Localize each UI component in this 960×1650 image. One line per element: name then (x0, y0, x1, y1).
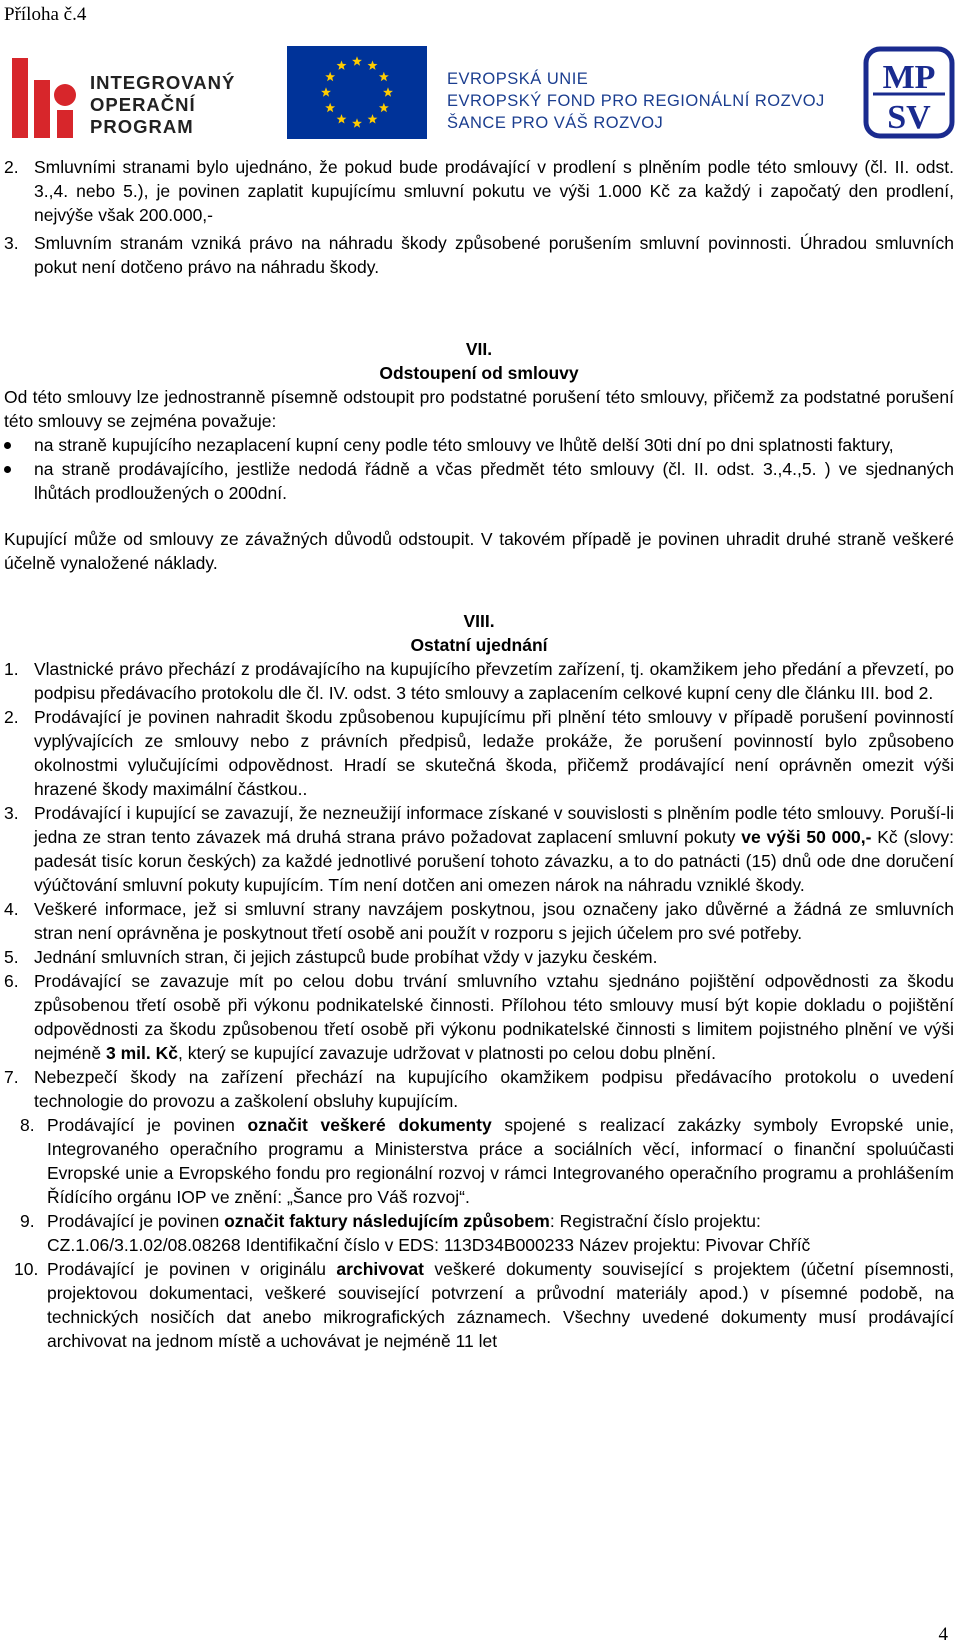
mpsv-logo-icon (863, 46, 955, 139)
iop-line: INTEGROVANÝ (90, 72, 236, 93)
clause-text: Prodávající i kupující se zavazují, že nezneužijí informace získané v souvislosti s plněním podle této smlouvy. Poruší-li jedna ze stran tento závazek má druhá strana právo požadovat zaplacení smluvní pokuty (34, 803, 954, 847)
iop-line: PROGRAM (90, 116, 194, 137)
bullet-text: na straně kupujícího nezaplacení kupní ceny podle této smlouvy ve lhůtě delší 30ti dní po dni splatnosti faktury, (34, 435, 894, 455)
document-body (4, 155, 954, 1353)
section-7-intro: Od této smlouvy lze jednostranně písemně odstoupit pro podstatné porušení této smlouvy, přičemž za podstatné porušení této smlouvy se zejména považuje: (4, 387, 954, 431)
eu-star-icon (383, 87, 393, 96)
clause-text: Prodávající se zavazuje mít po celou dobu trvání smluvního vztahu sjednáno pojištění odpovědnosti za škodu způsobenou třetí osobě při výkonu podnikatelské činnosti. Přílohou této smlouvy musí být kopie dokladu o pojištění odpovědnosti za škodu způsobenou třetí osobě při výkonu podnikatelské činnosti s limitem pojistného plnění ve výši nejméně (34, 971, 954, 1063)
clause-number: 10. (14, 1259, 39, 1279)
eu-flag-icon (287, 46, 427, 139)
clause-text: Vlastnické právo přechází z prodávajícího na kupujícího převzetím zařízení, tj. okamžikem jeho předání a převzetí, po podpisu předávacího protokolu dle čl. IV. odst. 3 této smlouvy a zaplacením celkové kupní ceny dle článku III. bod 2. (34, 659, 954, 703)
clause-text: Veškeré informace, jež si smluvní strany navzájem poskytnou, jsou označeny jako důvěrné a žádná ze smluvních stran není oprávněna je poskytnout třetí osobě ani použít v rozporu s jejich účelem pro své potřeby. (34, 899, 954, 943)
clause-8-2 (4, 705, 954, 801)
clause-emphasis: archivovat (336, 1259, 424, 1279)
clause-8-5 (4, 945, 954, 969)
eu-star-icon (337, 60, 347, 69)
clause-text: Prodávající je povinen v originálu (47, 1259, 337, 1279)
iop-line: OPERAČNÍ (90, 94, 196, 115)
bullet-icon (4, 466, 11, 473)
clause-number: 6. (4, 971, 19, 991)
eu-star-icon (337, 114, 347, 123)
clause-8-3 (4, 801, 954, 897)
clause-number: 5. (4, 947, 19, 967)
eu-star-icon (325, 103, 335, 112)
eu-star-icon (352, 56, 362, 65)
clause-text: spojené s realizací zakázky symboly Evropské unie, Integrovaného operačního programu a Ministerstva práce a sociálních věcí, informací o finanční spoluúčasti Evropské unie a Evropského fondu pro regionální rozvoj v rámci Integrovaného operačního programu a prohlášením Řídícího orgánu IOP ve znění: „Šance pro Váš rozvoj“. (47, 1115, 954, 1207)
eu-line: EVROPSKÁ UNIE (447, 70, 589, 88)
clause-number: 4. (4, 899, 19, 919)
eu-star-icon (379, 72, 389, 81)
section-8-numeral: VIII. (463, 611, 495, 631)
eu-line: EVROPSKÝ FOND PRO REGIONÁLNÍ ROZVOJ (447, 92, 825, 110)
clause-text: Nebezpečí škody na zařízení přechází na kupujícího okamžikem podpisu předávacího protokolu o uvedení technologie do provozu a zaškolení obsluhy kupujícím. (34, 1067, 954, 1111)
eu-text (447, 68, 825, 134)
bullet-list (4, 433, 954, 505)
section-7-numeral: VII. (465, 339, 493, 359)
clause-8-10 (4, 1257, 954, 1353)
section-7-closing: Kupující může od smlouvy ze závažných důvodů odstoupit. V takovém případě je povinen uhradit druhé straně veškeré účelně vynaložené náklady. (4, 529, 954, 573)
mpsv-bottom-text: SV (887, 99, 931, 136)
clause-text: Smluvními stranami bylo ujednáno, že pokud bude prodávající v prodlení s plněním podle této smlouvy (čl. II. odst. 3.,4. nebo 5.), je povinen zaplatit kupujícímu smluvní pokutu ve výši 1.000 Kč za každý i započatý den prodlení, nejvýše však 200.000,- (34, 157, 954, 225)
clause-number: 2. (4, 707, 19, 727)
clause-text: : Registrační číslo projektu: CZ.1.06/3.1.02/08.08268 Identifikační číslo v EDS: 113D34B000233 Název projektu: Pivovar Chříč (47, 1211, 811, 1255)
clause-emphasis: označit faktury následujícím způsobem (224, 1211, 550, 1231)
clause-number: 1. (4, 659, 19, 679)
clause-8-6 (4, 969, 954, 1065)
clause-emphasis: 3 mil. Kč (106, 1043, 178, 1063)
eu-line: ŠANCE PRO VÁŠ ROZVOJ (447, 114, 664, 132)
logo-bar (10, 46, 955, 141)
clause-emphasis: ve výši 50 000,- (741, 827, 872, 847)
eu-star-icon (379, 103, 389, 112)
annex-label: Příloha č.4 (4, 4, 87, 25)
eu-star-icon (368, 60, 378, 69)
iop-text (90, 72, 235, 138)
clause-2 (4, 155, 954, 227)
iop-mark-icon (10, 50, 80, 140)
clause-text: Jednání smluvních stran, či jejich zástupců bude probíhat vždy v jazyku českém. (34, 947, 658, 967)
clause-text: Kč (slovy: padesát tisíc korun českých) za každé jednotlivé porušení tohoto závazku, a to do patnácti (15) dnů ode dne doručení výúčtování smluvní pokuty kupujícím. Tím není dotčen ani omezen nárok na náhradu vzniklé škody. (34, 827, 954, 895)
clause-8-8 (4, 1113, 954, 1209)
clause-8-1 (4, 657, 954, 705)
clause-number: 8. (20, 1115, 35, 1135)
clause-8-7 (4, 1065, 954, 1113)
clause-text: Prodávající je povinen nahradit škodu způsobenou kupujícímu při plnění této smlouvy v případě porušení povinností vyplývajících ze smlouvy nebo z právních předpisů, ledaže prokáže, že porušení povinností bylo způsobeno okolnostmi vylučujícími odpovědnost. Hradí se skutečná škoda, přičemž prodávající není oprávněn omezit výši hrazené škody maximální částkou.. (34, 707, 954, 799)
clause-list-2 (4, 1113, 954, 1353)
clause-8-4 (4, 897, 954, 945)
section-8-title: Ostatní ujednání (410, 635, 548, 655)
clause-number: 7. (4, 1067, 19, 1087)
clause-text: , který se kupující zavazuje udržovat v platnosti po celou dobu plnění. (177, 1043, 716, 1063)
list-item (4, 433, 954, 457)
bullet-icon (4, 442, 11, 449)
eu-star-icon (321, 87, 331, 96)
clause-number: 3. (4, 803, 19, 823)
clause-text: veškeré dokumenty související s projektem (účetní písemnosti, projektovou dokumentaci, veškeré související potvrzení a průvodní materiály apod.) v písemné podobě, na technických nosičích dat anebo mikrografických záznamech. Všechny uvedené dokumenty musí prodávající archivovat na jednom místě a uchovávat je nejméně 11 let (47, 1259, 954, 1351)
clause-emphasis: označit veškeré dokumenty (247, 1115, 492, 1135)
clause-number: 2. (4, 157, 19, 177)
section-7-title: Odstoupení od smlouvy (379, 363, 579, 383)
clause-text: Prodávající je povinen (47, 1211, 225, 1231)
clause-number: 9. (20, 1211, 35, 1231)
eu-stars-icon (287, 46, 427, 139)
clause-8-9 (4, 1209, 954, 1257)
mpsv-top-text: MP (882, 59, 936, 96)
clause-text: Smluvním stranám vzniká právo na náhradu škody způsobené porušením smluvní povinnosti. Úhradou smluvních pokut není dotčeno právo na náhradu škody. (34, 233, 954, 277)
eu-star-icon (368, 114, 378, 123)
clause-text: Prodávající je povinen (47, 1115, 248, 1135)
clause-3 (4, 231, 954, 279)
eu-star-icon (325, 72, 335, 81)
eu-star-icon (352, 118, 362, 127)
iop-logo (10, 50, 260, 140)
page-number: 4 (938, 1624, 948, 1645)
clause-number: 3. (4, 233, 19, 253)
list-item (4, 457, 954, 505)
bullet-text: na straně prodávajícího, jestliže nedodá řádně a včas předmět této smlouvy (čl. II. odst. 3.,4.,5. ) ve sjednaných lhůtách prodloužených o 200dní. (34, 459, 954, 503)
